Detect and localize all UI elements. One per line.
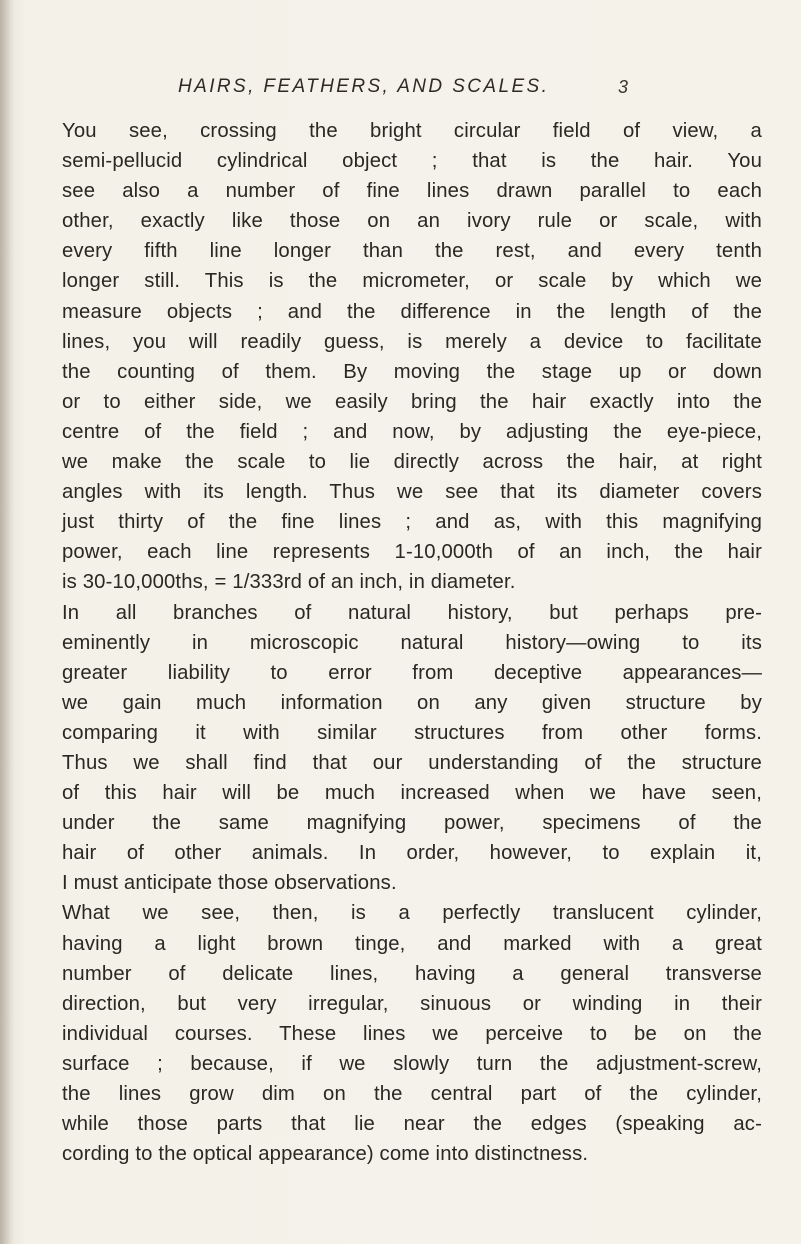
text-line: of this hair will be much increased when we have seen, [62,782,762,805]
text-line: semi-pellucid cylindrical object ; that is the hair. You [62,150,762,173]
text-line: the lines grow dim on the central part of the cylinder, [62,1083,762,1105]
text-line: angles with its length. Thus we see that its diameter covers [62,481,762,504]
text-line: power, each line represents 1-10,000th of an inch, the hair [62,541,762,564]
text-line: we make the scale to lie directly across the hair, at right [62,451,762,474]
text-line: surface ; because, if we slowly turn the adjustment-screw, [62,1052,762,1075]
text-line: number of delicate lines, having a general transverse [62,962,762,985]
text-line: centre of the field ; and now, by adjusting the eye-piece, [62,420,762,443]
text-line: individual courses. These lines we perceive to be on the [62,1022,762,1045]
running-head [0,76,801,102]
text-line: greater liability to error from deceptive appearances— [62,661,762,684]
text-line: measure objects ; and the difference in the length of the [62,300,762,323]
text-line: while those parts that lie near the edges (speaking ac- [62,1113,762,1136]
text-line: see also a number of fine lines drawn parallel to each [62,180,762,203]
text-line: eminently in microscopic natural history—owing to its [62,631,762,654]
running-title: HAIRS, FEATHERS, AND SCALES. [178,76,550,97]
text-line: just thirty of the fine lines ; and as, with this magnifying [62,511,762,534]
text-line: lines, you will readily guess, is merely a device to facilitate [62,330,762,353]
text-line: other, exactly like those on an ivory rule or scale, with [62,210,762,233]
text-line: comparing it with similar structures from other forms. [62,721,762,744]
text-line: is 30-10,000ths, = 1/333rd of an inch, in diameter. [62,571,516,594]
text-line: direction, but very irregular, sinuous or winding in their [62,992,762,1015]
spine-shadow [0,0,14,1244]
page-number: 3 [618,77,629,97]
text-line: having a light brown tinge, and marked with a great [62,932,762,955]
text-line: we gain much information on any given structure by [62,691,762,714]
text-line: or to either side, we easily bring the hair exactly into the [62,390,762,413]
text-line: hair of other animals. In order, however, to explain it, [62,842,762,865]
body-text [62,116,762,1169]
text-line: longer still. This is the micrometer, or scale by which we [62,270,762,293]
text-line: In all branches of natural history, but perhaps pre- [62,601,762,624]
text-line: You see, crossing the bright circular field of view, a [62,120,762,142]
text-line: every fifth line longer than the rest, and every tenth [62,240,762,263]
text-line: cording to the optical appearance) come into distinctness. [62,1143,589,1166]
text-line: What we see, then, is a perfectly translucent cylinder, [62,902,762,925]
text-line: I must anticipate those observations. [62,872,397,895]
text-line: the counting of them. By moving the stage up or down [62,360,762,383]
text-line: under the same magnifying power, specimens of the [62,812,762,835]
text-line: Thus we shall find that our understanding of the structure [62,751,762,774]
